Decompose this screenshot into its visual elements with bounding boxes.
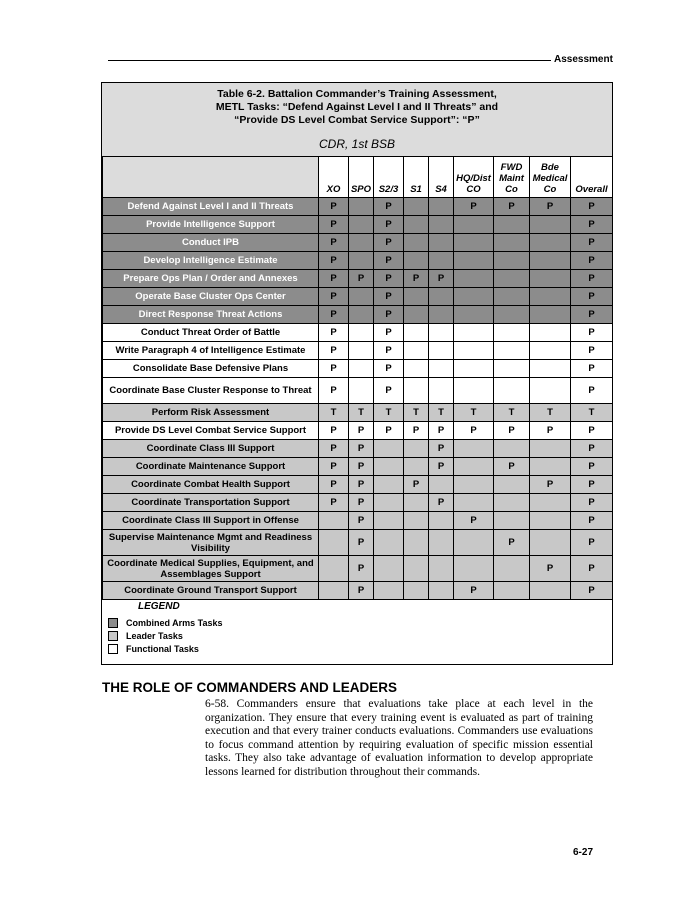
rating-cell bbox=[494, 252, 530, 270]
rating-cell bbox=[454, 342, 494, 360]
rating-cell: P bbox=[319, 288, 349, 306]
task-cell: Conduct IPB bbox=[103, 234, 319, 252]
legend-swatch bbox=[108, 631, 118, 641]
header-rule bbox=[108, 60, 551, 61]
rating-cell bbox=[429, 360, 454, 378]
rating-cell: P bbox=[429, 494, 454, 512]
rating-cell: P bbox=[571, 512, 613, 530]
rating-cell: T bbox=[429, 404, 454, 422]
table-row bbox=[103, 458, 613, 476]
rating-cell bbox=[404, 494, 429, 512]
table-row bbox=[103, 530, 613, 556]
task-cell: Develop Intelligence Estimate bbox=[103, 252, 319, 270]
table-row bbox=[103, 252, 613, 270]
rating-cell: P bbox=[494, 530, 530, 556]
table-row bbox=[103, 306, 613, 324]
rating-cell: P bbox=[349, 512, 374, 530]
rating-cell: P bbox=[494, 422, 530, 440]
table-row bbox=[103, 582, 613, 600]
rating-cell: P bbox=[374, 216, 404, 234]
rating-cell: P bbox=[349, 440, 374, 458]
rating-cell: P bbox=[571, 234, 613, 252]
rating-cell bbox=[374, 512, 404, 530]
rating-cell: P bbox=[349, 556, 374, 582]
rating-cell: P bbox=[571, 360, 613, 378]
rating-cell bbox=[319, 512, 349, 530]
table-title-line: Table 6-2. Battalion Commander’s Training Assessment, bbox=[217, 88, 497, 100]
legend-item bbox=[108, 629, 223, 642]
rating-cell: P bbox=[530, 476, 571, 494]
task-cell: Coordinate Class III Support in Offense bbox=[103, 512, 319, 530]
rating-cell bbox=[530, 234, 571, 252]
legend-swatch bbox=[108, 618, 118, 628]
table-row bbox=[103, 270, 613, 288]
rating-cell: P bbox=[530, 556, 571, 582]
rating-cell: T bbox=[571, 404, 613, 422]
column-header: FWD Maint Co bbox=[494, 157, 530, 198]
rating-cell bbox=[429, 324, 454, 342]
rating-cell bbox=[404, 306, 429, 324]
rating-cell bbox=[429, 378, 454, 404]
rating-cell bbox=[404, 252, 429, 270]
rating-cell bbox=[494, 476, 530, 494]
rating-cell bbox=[319, 530, 349, 556]
rating-cell: P bbox=[571, 324, 613, 342]
body-paragraph: 6-58. Commanders ensure that evaluations take place at each level in the organization. They ensure that every training event is evaluated as part of training execution and that every trainer conducts evaluations. Commanders use evaluations to focus command attention by requiring evaluation of specific mission essential tasks. They also take advantage of evaluation information to develop appropriate lessons learned for distribution throughout their commands. bbox=[205, 698, 593, 778]
rating-cell: T bbox=[530, 404, 571, 422]
rating-cell bbox=[374, 494, 404, 512]
rating-cell bbox=[494, 440, 530, 458]
rating-cell bbox=[494, 234, 530, 252]
rating-cell: T bbox=[494, 404, 530, 422]
rating-cell: T bbox=[454, 404, 494, 422]
task-cell: Coordinate Medical Supplies, Equipment, and Assemblages Support bbox=[103, 556, 319, 582]
legend-label: Leader Tasks bbox=[126, 630, 183, 641]
rating-cell bbox=[530, 270, 571, 288]
table-row bbox=[103, 378, 613, 404]
column-header: S2/3 bbox=[374, 157, 404, 198]
rating-cell: P bbox=[404, 270, 429, 288]
task-cell: Supervise Maintenance Mgmt and Readiness Visibility bbox=[103, 530, 319, 556]
rating-cell bbox=[404, 198, 429, 216]
table-title bbox=[102, 83, 612, 133]
rating-cell bbox=[404, 324, 429, 342]
rating-cell bbox=[454, 440, 494, 458]
rating-cell: P bbox=[349, 494, 374, 512]
rating-cell bbox=[404, 216, 429, 234]
task-cell: Provide DS Level Combat Service Support bbox=[103, 422, 319, 440]
rating-cell: P bbox=[319, 252, 349, 270]
rating-cell bbox=[429, 512, 454, 530]
task-cell: Coordinate Class III Support bbox=[103, 440, 319, 458]
rating-cell: P bbox=[374, 422, 404, 440]
rating-cell bbox=[454, 530, 494, 556]
rating-cell: P bbox=[374, 360, 404, 378]
legend-swatch bbox=[108, 644, 118, 654]
rating-cell bbox=[530, 378, 571, 404]
rating-cell: P bbox=[319, 270, 349, 288]
rating-cell: P bbox=[571, 422, 613, 440]
rating-cell bbox=[429, 342, 454, 360]
rating-cell bbox=[494, 378, 530, 404]
task-cell: Direct Response Threat Actions bbox=[103, 306, 319, 324]
table-row bbox=[103, 494, 613, 512]
rating-cell: P bbox=[374, 234, 404, 252]
rating-cell: P bbox=[530, 422, 571, 440]
rating-cell: P bbox=[319, 458, 349, 476]
rating-cell bbox=[454, 288, 494, 306]
rating-cell bbox=[429, 288, 454, 306]
rating-cell: P bbox=[571, 440, 613, 458]
rating-cell bbox=[530, 360, 571, 378]
rating-cell: T bbox=[374, 404, 404, 422]
rating-cell bbox=[404, 440, 429, 458]
rating-cell: P bbox=[494, 198, 530, 216]
task-cell: Coordinate Ground Transport Support bbox=[103, 582, 319, 600]
rating-cell: P bbox=[319, 422, 349, 440]
table-title-line: METL Tasks: “Defend Against Level I and II Threats” and bbox=[215, 101, 499, 113]
rating-cell: P bbox=[374, 288, 404, 306]
rating-cell: P bbox=[530, 198, 571, 216]
table-row bbox=[103, 556, 613, 582]
rating-cell: P bbox=[571, 476, 613, 494]
rating-cell: P bbox=[571, 458, 613, 476]
table-title-line: “Provide DS Level Combat Service Support”: “P” bbox=[234, 114, 480, 126]
rating-cell bbox=[530, 458, 571, 476]
rating-cell: P bbox=[454, 512, 494, 530]
rating-cell bbox=[454, 234, 494, 252]
task-cell: Provide Intelligence Support bbox=[103, 216, 319, 234]
rating-cell bbox=[530, 494, 571, 512]
task-cell: Perform Risk Assessment bbox=[103, 404, 319, 422]
rating-cell bbox=[374, 582, 404, 600]
rating-cell: P bbox=[319, 476, 349, 494]
rating-cell bbox=[404, 288, 429, 306]
column-header: SPO bbox=[349, 157, 374, 198]
rating-cell: P bbox=[571, 556, 613, 582]
rating-cell bbox=[454, 270, 494, 288]
rating-cell: P bbox=[571, 378, 613, 404]
rating-cell bbox=[530, 512, 571, 530]
rating-cell: P bbox=[429, 422, 454, 440]
legend-item bbox=[108, 616, 223, 629]
column-header: HQ/Dist CO bbox=[454, 157, 494, 198]
rating-cell bbox=[494, 512, 530, 530]
task-cell: Coordinate Combat Health Support bbox=[103, 476, 319, 494]
table-row bbox=[103, 440, 613, 458]
legend bbox=[108, 601, 223, 655]
rating-cell: P bbox=[571, 342, 613, 360]
rating-cell: P bbox=[429, 270, 454, 288]
rating-cell bbox=[349, 288, 374, 306]
table-row bbox=[103, 360, 613, 378]
table-row bbox=[103, 512, 613, 530]
rating-cell: P bbox=[454, 582, 494, 600]
column-header: S4 bbox=[429, 157, 454, 198]
column-header: XO bbox=[319, 157, 349, 198]
rating-cell bbox=[429, 556, 454, 582]
rating-cell: P bbox=[319, 216, 349, 234]
rating-cell bbox=[404, 512, 429, 530]
legend-item bbox=[108, 642, 223, 655]
rating-cell bbox=[530, 288, 571, 306]
column-header-row bbox=[103, 157, 613, 198]
rating-cell: P bbox=[571, 306, 613, 324]
rating-cell bbox=[530, 252, 571, 270]
legend-title: LEGEND bbox=[138, 601, 180, 612]
rating-cell: P bbox=[374, 378, 404, 404]
column-header: Overall bbox=[571, 157, 613, 198]
task-cell: Prepare Ops Plan / Order and Annexes bbox=[103, 270, 319, 288]
rating-cell bbox=[404, 378, 429, 404]
rating-cell bbox=[454, 360, 494, 378]
rating-cell bbox=[429, 582, 454, 600]
rating-cell bbox=[404, 234, 429, 252]
rating-cell: P bbox=[429, 458, 454, 476]
table-row bbox=[103, 216, 613, 234]
rating-cell: P bbox=[494, 458, 530, 476]
rating-cell: P bbox=[319, 494, 349, 512]
rating-cell: P bbox=[429, 440, 454, 458]
rating-cell bbox=[494, 360, 530, 378]
column-header: Bde Medical Co bbox=[530, 157, 571, 198]
rating-cell: P bbox=[374, 252, 404, 270]
section-heading: THE ROLE OF COMMANDERS AND LEADERS bbox=[102, 680, 398, 695]
rating-cell: P bbox=[319, 378, 349, 404]
rating-cell bbox=[319, 556, 349, 582]
rating-cell bbox=[374, 476, 404, 494]
rating-cell: P bbox=[349, 422, 374, 440]
legend-label: Combined Arms Tasks bbox=[126, 617, 223, 628]
rating-cell bbox=[349, 306, 374, 324]
rating-cell: P bbox=[319, 324, 349, 342]
rating-cell bbox=[494, 306, 530, 324]
rating-cell bbox=[454, 324, 494, 342]
rating-cell: P bbox=[571, 582, 613, 600]
rating-cell bbox=[530, 582, 571, 600]
rating-cell: P bbox=[319, 342, 349, 360]
task-cell: Coordinate Maintenance Support bbox=[103, 458, 319, 476]
rating-cell bbox=[530, 440, 571, 458]
rating-cell bbox=[494, 288, 530, 306]
rating-cell: P bbox=[374, 198, 404, 216]
rating-cell: P bbox=[404, 476, 429, 494]
rating-cell bbox=[404, 530, 429, 556]
table-subtitle: CDR, 1st BSB bbox=[102, 132, 612, 157]
rating-cell bbox=[429, 216, 454, 234]
rating-cell bbox=[454, 306, 494, 324]
rating-cell: P bbox=[404, 422, 429, 440]
rating-cell bbox=[454, 216, 494, 234]
rating-cell: P bbox=[319, 360, 349, 378]
rating-cell bbox=[349, 360, 374, 378]
rating-cell bbox=[429, 252, 454, 270]
rating-cell bbox=[404, 582, 429, 600]
rating-cell: P bbox=[374, 342, 404, 360]
rating-cell: P bbox=[349, 582, 374, 600]
task-cell: Coordinate Base Cluster Response to Threat bbox=[103, 378, 319, 404]
rating-cell bbox=[349, 324, 374, 342]
rating-cell bbox=[494, 324, 530, 342]
rating-cell bbox=[429, 234, 454, 252]
rating-cell bbox=[319, 582, 349, 600]
rating-cell: P bbox=[454, 198, 494, 216]
running-header: Assessment bbox=[554, 54, 613, 65]
task-cell: Defend Against Level I and II Threats bbox=[103, 198, 319, 216]
rating-cell bbox=[530, 324, 571, 342]
table-row bbox=[103, 198, 613, 216]
rating-cell: P bbox=[571, 216, 613, 234]
rating-cell bbox=[429, 476, 454, 494]
table-row bbox=[103, 234, 613, 252]
rating-cell bbox=[530, 306, 571, 324]
table-row bbox=[103, 324, 613, 342]
rating-cell bbox=[454, 556, 494, 582]
rating-cell bbox=[494, 494, 530, 512]
rating-cell: T bbox=[349, 404, 374, 422]
rating-cell bbox=[349, 198, 374, 216]
rating-cell bbox=[454, 252, 494, 270]
rating-cell: P bbox=[319, 198, 349, 216]
rating-cell bbox=[349, 342, 374, 360]
rating-cell: P bbox=[571, 288, 613, 306]
rating-cell bbox=[349, 216, 374, 234]
task-cell: Coordinate Transportation Support bbox=[103, 494, 319, 512]
rating-cell bbox=[404, 342, 429, 360]
rating-cell bbox=[374, 556, 404, 582]
rating-cell bbox=[494, 582, 530, 600]
rating-cell: P bbox=[571, 270, 613, 288]
table-row bbox=[103, 476, 613, 494]
rating-cell: P bbox=[349, 458, 374, 476]
rating-cell bbox=[349, 378, 374, 404]
rating-cell: P bbox=[374, 324, 404, 342]
rating-cell: P bbox=[319, 440, 349, 458]
table-row bbox=[103, 342, 613, 360]
rating-cell bbox=[429, 198, 454, 216]
rating-cell bbox=[429, 306, 454, 324]
rating-cell bbox=[374, 440, 404, 458]
rating-cell bbox=[494, 556, 530, 582]
table-row bbox=[103, 422, 613, 440]
table-row bbox=[103, 288, 613, 306]
rating-cell bbox=[374, 458, 404, 476]
rating-cell: P bbox=[571, 252, 613, 270]
page-number: 6-27 bbox=[573, 847, 594, 858]
rating-cell: P bbox=[571, 198, 613, 216]
rating-cell bbox=[454, 494, 494, 512]
rating-cell: P bbox=[571, 530, 613, 556]
rating-cell bbox=[494, 216, 530, 234]
assessment-table bbox=[102, 156, 613, 600]
rating-cell bbox=[404, 556, 429, 582]
rating-cell: P bbox=[349, 530, 374, 556]
task-cell: Write Paragraph 4 of Intelligence Estimate bbox=[103, 342, 319, 360]
rating-cell: T bbox=[404, 404, 429, 422]
rating-cell: P bbox=[454, 422, 494, 440]
task-cell: Consolidate Base Defensive Plans bbox=[103, 360, 319, 378]
rating-cell bbox=[374, 530, 404, 556]
rating-cell bbox=[530, 342, 571, 360]
rating-cell: P bbox=[319, 306, 349, 324]
rating-cell bbox=[454, 458, 494, 476]
rating-cell: P bbox=[374, 306, 404, 324]
rating-cell: T bbox=[319, 404, 349, 422]
rating-cell bbox=[530, 216, 571, 234]
rating-cell: P bbox=[349, 270, 374, 288]
legend-label: Functional Tasks bbox=[126, 643, 199, 654]
task-column-header bbox=[103, 157, 319, 198]
rating-cell bbox=[494, 270, 530, 288]
rating-cell: P bbox=[374, 270, 404, 288]
rating-cell bbox=[349, 252, 374, 270]
task-cell: Operate Base Cluster Ops Center bbox=[103, 288, 319, 306]
rating-cell bbox=[494, 342, 530, 360]
rating-cell bbox=[349, 234, 374, 252]
rating-cell bbox=[404, 360, 429, 378]
rating-cell bbox=[454, 378, 494, 404]
column-header: S1 bbox=[404, 157, 429, 198]
rating-cell: P bbox=[349, 476, 374, 494]
rating-cell: P bbox=[319, 234, 349, 252]
rating-cell bbox=[530, 530, 571, 556]
rating-cell bbox=[404, 458, 429, 476]
rating-cell: P bbox=[571, 494, 613, 512]
table-row bbox=[103, 404, 613, 422]
task-cell: Conduct Threat Order of Battle bbox=[103, 324, 319, 342]
rating-cell bbox=[454, 476, 494, 494]
rating-cell bbox=[429, 530, 454, 556]
